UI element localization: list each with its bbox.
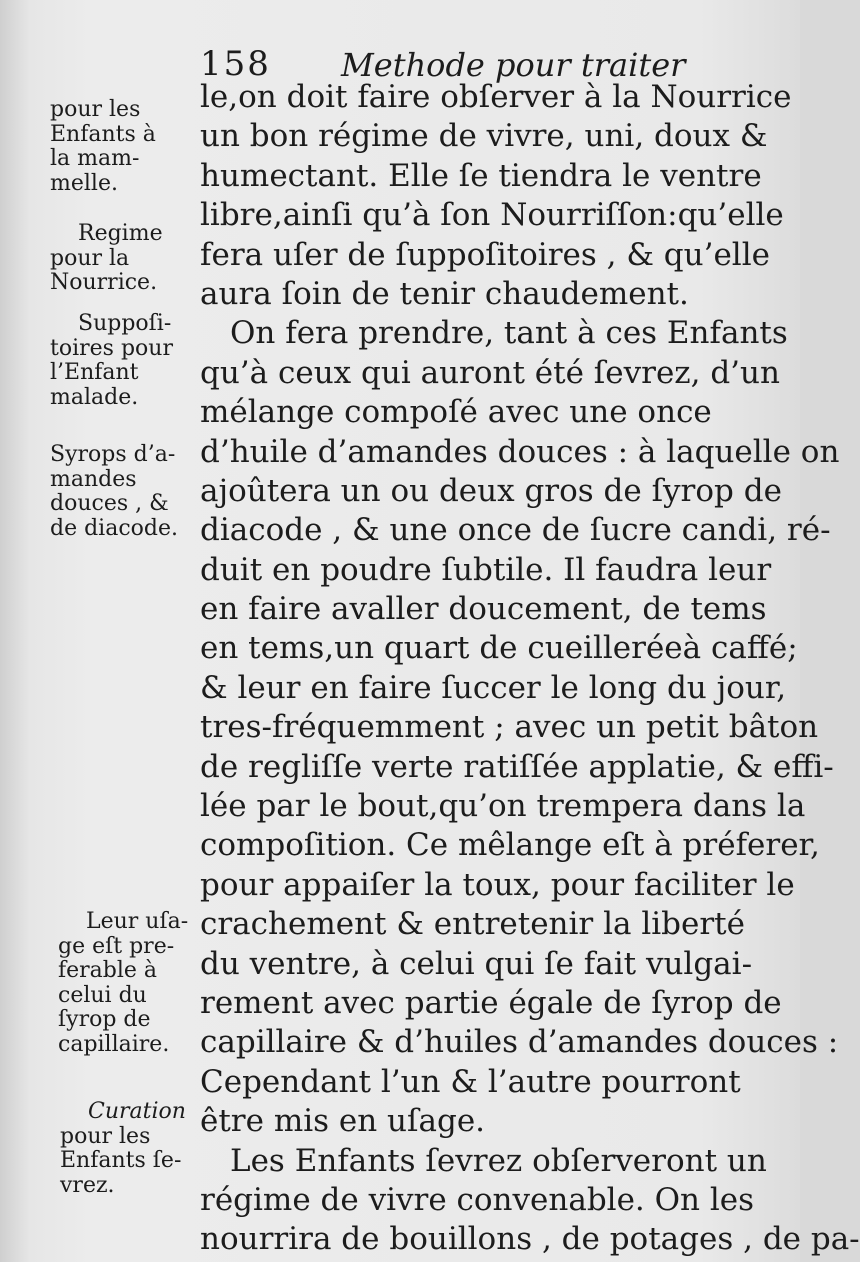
margin-note-line: ge eſt pre- bbox=[58, 933, 175, 959]
main-text bbox=[200, 78, 860, 1260]
margin-note-line: capillaire. bbox=[58, 1031, 170, 1057]
margin-note-line: Enfants ſe- bbox=[60, 1148, 182, 1173]
margin-note-line: ferable à bbox=[58, 958, 158, 983]
text-line: en tems,un quart de cueilleréeà caffé; bbox=[200, 630, 798, 667]
margin-note-line: vrez. bbox=[60, 1172, 115, 1198]
text-line: régime de vivre convenable. On les bbox=[200, 1181, 755, 1218]
margin-note bbox=[50, 443, 190, 541]
text-line: nourrira de bouillons , de potages , de pa- bbox=[200, 1221, 860, 1258]
page-number: 158 bbox=[200, 44, 271, 84]
text-line: d’huile d’amandes douces : à laquelle on bbox=[200, 433, 840, 470]
margin-note-line: pour les bbox=[50, 97, 141, 122]
margin-note-line: Suppoſi- bbox=[78, 311, 172, 336]
margin-note-line: melle. bbox=[50, 170, 118, 196]
margin-note-line: Nourrice. bbox=[50, 270, 158, 295]
text-line: de regliſſe verte ratiſſée applatie, & effi- bbox=[200, 748, 834, 785]
text-line: crachement & entretenir la liberté bbox=[200, 906, 745, 943]
margin-note-line: la mam- bbox=[50, 146, 140, 171]
text-line: du ventre, à celui qui ſe fait vulgai- bbox=[200, 945, 753, 982]
margin-note-line: Regime bbox=[78, 221, 163, 246]
text-line: rement avec partie égale de ſyrop de bbox=[200, 984, 782, 1021]
text-line: qu’à ceux qui auront été ſevrez, d’un bbox=[200, 354, 780, 391]
text-line: tres-fréquemment ; avec un petit bâton bbox=[200, 709, 819, 746]
running-title: Methode pour traiter bbox=[341, 46, 686, 84]
text-line: pour appaiſer la toux, pour faciliter le bbox=[200, 866, 795, 903]
text-line: & leur en faire ſuccer le long du jour, bbox=[200, 669, 787, 706]
margin-note-line: toires pour bbox=[50, 335, 173, 361]
margin-note-line: douces , & bbox=[50, 491, 169, 516]
text-line: Les Enfants ſevrez obſerveront un bbox=[230, 1142, 767, 1179]
text-line: aura ſoin de tenir chaudement. bbox=[200, 275, 689, 312]
text-line: en faire avaller doucement, de tems bbox=[200, 591, 767, 628]
margin-note-line: Syrops d’a- bbox=[50, 442, 176, 467]
margin-note bbox=[58, 910, 198, 1057]
text-line: compoſition. Ce mêlange eſt à préferer, bbox=[200, 827, 820, 864]
margin-note-line: pour les bbox=[60, 1123, 151, 1149]
margin-note-line: ſyrop de bbox=[58, 1007, 151, 1032]
margin-note-line: Enfants à bbox=[50, 121, 156, 147]
text-line: humectant. Elle ſe tiendra le ventre bbox=[200, 157, 762, 194]
text-line: fera uſer de ſuppoſitoires , & qu’elle bbox=[200, 236, 770, 273]
text-line: On fera prendre, tant à ces Enfants bbox=[230, 315, 788, 352]
text-line: capillaire & d’huiles d’amandes douces : bbox=[200, 1024, 839, 1061]
margin-note-line: mandes bbox=[50, 466, 137, 492]
margin-note bbox=[50, 98, 190, 196]
text-line: lée par le bout,qu’on trempera dans la bbox=[200, 788, 806, 825]
margin-note-line: Curation bbox=[88, 1099, 186, 1124]
text-line: Cependant l’un & l’autre pourront bbox=[200, 1063, 741, 1100]
text-line: diacode , & une once de ſucre candi, ré- bbox=[200, 512, 831, 549]
margin-note bbox=[60, 1100, 200, 1198]
margin-note-line: celui du bbox=[58, 982, 147, 1008]
margin-note-line: pour la bbox=[50, 245, 130, 271]
margin-note-line: Leur uſa- bbox=[86, 909, 189, 934]
margin-note bbox=[50, 222, 190, 296]
text-line: mélange compoſé avec une once bbox=[200, 394, 712, 431]
text-line: le,on doit faire obſerver à la Nourrice bbox=[200, 79, 792, 115]
text-line: ajoûtera un ou deux gros de ſyrop de bbox=[200, 472, 782, 509]
text-line: un bon régime de vivre, uni, doux & bbox=[200, 118, 768, 155]
text-line: être mis en uſage. bbox=[200, 1103, 486, 1140]
margin-note bbox=[50, 312, 190, 410]
margin-note-line: l’Enfant bbox=[50, 360, 139, 385]
text-line: duit en poudre ſubtile. Il faudra leur bbox=[200, 551, 772, 588]
text-line: libre,ainſi qu’à ſon Nourriſſon:qu’elle bbox=[200, 197, 784, 234]
margin-note-line: malade. bbox=[50, 384, 139, 410]
margin-note-line: de diacode. bbox=[50, 515, 178, 541]
